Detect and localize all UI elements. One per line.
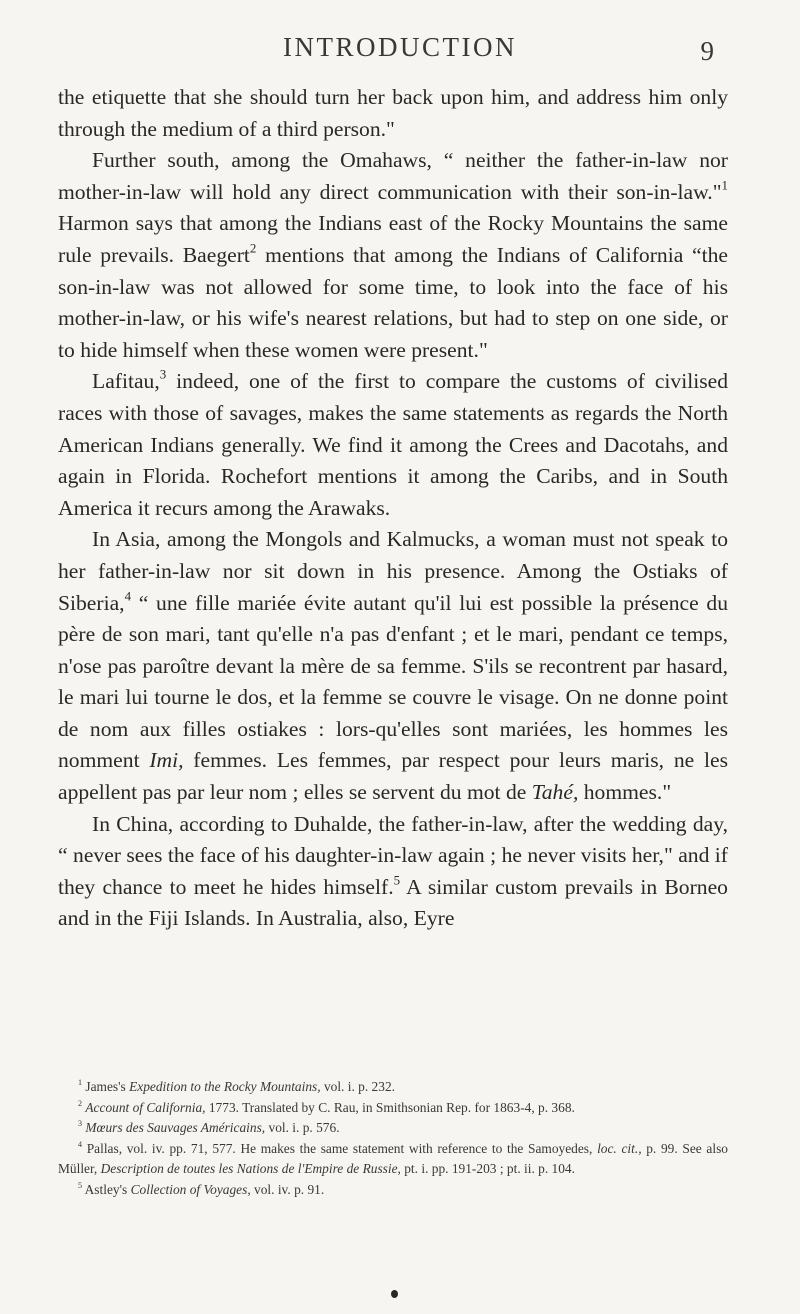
text-run: Harmon says that among the Indians east of the Rocky Mountains the same rule prevails. Baegert <box>58 211 728 267</box>
paragraph <box>58 524 728 808</box>
text-run: “ une fille mariée évite autant qu'il lui est possible la présence du père de son mari, tant qu'elle n'a pas d'enfant ; et le mari, pendant ce temps, n'ose pas paroître devant la mère de sa femme. S'ils se recontrent par hasard, le mari lui tourne le dos, et la femme se couvre le visage. On ne donne point de nom aux filles ostiakes : lors-qu'elles sont mariées, les hommes les nomment <box>58 590 728 773</box>
text-run: Further south, among the Omahaws, “ neither the father-in-law nor mother-in-law will hold any direct communication with their son-in-law." <box>58 148 728 204</box>
text-run: femmes. Les femmes, par respect pour leurs maris, ne les appellent pas par leur nom ; elles se servent du mot de <box>58 748 728 805</box>
text-run-italic: Imi, <box>149 748 184 773</box>
body-text <box>58 82 728 935</box>
paragraph <box>58 366 728 524</box>
running-header <box>0 32 800 72</box>
text-run: In Asia, among the Mongols and Kalmucks, a woman must not speak to her father-in-law nor sit down in his presence. Among the Ostiaks of Siberia, <box>58 527 728 615</box>
footnote-title: Collection of Voyages, <box>130 1181 251 1197</box>
footnote-number: 4 <box>78 1139 83 1149</box>
text-run: A similar custom prevails in Borneo and in the Fiji Islands. In Australia, also, Eyre <box>58 874 728 931</box>
footnote-title: Description de toutes les Nations de l'Empire de Russie, <box>100 1161 401 1176</box>
footnote-ref: 5 <box>393 872 401 888</box>
footnotes <box>58 1077 728 1200</box>
footnote <box>58 1139 728 1180</box>
footnote <box>58 1118 728 1139</box>
paragraph <box>58 82 728 145</box>
footnote-text: Pallas, vol. iv. pp. 71, 577. He makes the same statement with reference to the Samoyedes, <box>86 1140 598 1156</box>
footnote <box>58 1077 728 1098</box>
footnote-text: vol. iv. p. 91. <box>250 1181 325 1197</box>
page-number: 9 <box>700 36 714 66</box>
footnote-text: pt. i. pp. 191-203 ; pt. ii. p. 104. <box>400 1161 575 1176</box>
footnote-text: James's <box>85 1079 130 1094</box>
footnote-number: 2 <box>78 1098 83 1108</box>
paragraph <box>58 809 728 935</box>
footnote-text: vol. i. p. 232. <box>320 1079 395 1094</box>
footnote-title: loc. cit., <box>597 1140 642 1156</box>
footnote-text: p. 99. See also Müller, <box>58 1140 728 1176</box>
chapter-title: INTRODUCTION <box>283 32 517 62</box>
footnote-title: Mœurs des Sauvages Américains, <box>85 1120 266 1135</box>
text-run: In China, according to Duhalde, the father-in-law, after the wedding day, “ never sees the face of his daughter-in-law again ; he never visits her," and if they chance to meet he hides himself. <box>58 811 728 899</box>
footnote-ref: 2 <box>249 240 257 256</box>
footnote-text: vol. i. p. 576. <box>265 1120 340 1135</box>
footnote-ref: 1 <box>721 177 728 193</box>
footnote-ref: 3 <box>159 366 167 382</box>
footnote-ref: 4 <box>124 587 132 603</box>
footnote <box>58 1180 728 1201</box>
footnote-number: 3 <box>78 1118 83 1128</box>
paragraph <box>58 145 728 366</box>
text-run: mentions that among the Indians of California “the son-in-law was not allowed for some time, to look into the face of his mother-in-law, or his wife's nearest relations, but had to step on one side, or to hide himself when these women were present." <box>58 242 728 362</box>
footnote <box>58 1098 728 1119</box>
text-run: the etiquette that she should turn her back upon him, and address him only through the medium of a third person." <box>58 85 728 141</box>
text-run: Lafitau, <box>92 369 160 394</box>
footnote-text: 1773. Translated by C. Rau, in Smithsonian Rep. for 1863-4, p. 368. <box>205 1099 575 1115</box>
footnote-number: 1 <box>78 1077 83 1087</box>
ink-speck <box>391 1290 398 1298</box>
footnote-number: 5 <box>78 1180 83 1190</box>
footnote-title: Account of California, <box>85 1099 206 1115</box>
footnote-text: Astley's <box>84 1181 131 1197</box>
text-run: hommes." <box>578 780 672 805</box>
footnote-title: Expedition to the Rocky Mountains, <box>129 1079 321 1094</box>
text-run: indeed, one of the first to compare the customs of civilised races with those of savages, makes the same statements as regards the North American Indians generally. We find it among the Crees and Dacotahs, and again in Florida. Rochefort mentions it among the Caribs, and in South America it recurs among the Arawaks. <box>58 369 728 520</box>
text-run-italic: Tahé, <box>531 780 579 805</box>
